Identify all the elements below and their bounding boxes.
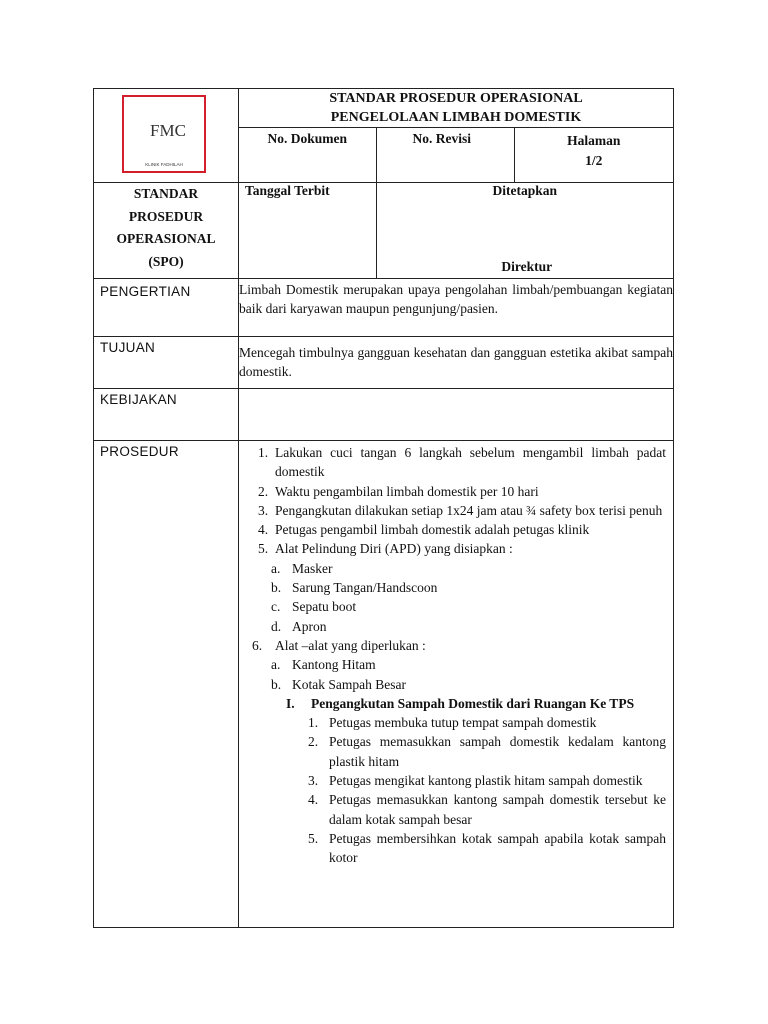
list-item-number: 4.	[258, 522, 269, 538]
list-item	[245, 559, 666, 578]
halaman-label: Halaman	[567, 133, 621, 148]
list-item	[245, 713, 666, 732]
tanggal-terbit-label: Tanggal Terbit	[245, 183, 330, 198]
no-revisi-label: No. Revisi	[376, 128, 514, 183]
list-item-number: 1.	[258, 445, 269, 460]
list-item	[245, 520, 666, 539]
title-line-2: PENGELOLAAN LIMBAH DOMESTIK	[330, 110, 582, 125]
list-item-letter: a.	[271, 560, 281, 576]
list-item-text: Petugas membuka tutup tempat sampah domestik	[329, 715, 597, 731]
list-item	[245, 539, 666, 558]
alat-list	[245, 655, 666, 694]
list-item-text: Petugas memasukkan kantong sampah domestik tersebut ke dalam kotak sampah besar	[329, 792, 666, 827]
halaman-value: 1/2	[585, 153, 603, 168]
list-item-text: Petugas memasukkan sampah domestik kedalam kantong plastik hitam	[329, 734, 666, 769]
list-item-text: Sarung Tangan/Handscoon	[292, 580, 438, 596]
spo-cell	[94, 183, 239, 279]
logo-cell	[94, 89, 239, 183]
list-item-text: Petugas mengikat kantong plastik hitam sampah domestik	[329, 773, 643, 789]
section-title: Pengangkutan Sampah Domestik dari Ruangan Ke TPS	[311, 695, 635, 711]
list-item	[245, 482, 666, 501]
header-cell	[239, 89, 674, 183]
list-item	[245, 829, 666, 868]
spo-line-3: OPERASIONAL	[116, 231, 216, 246]
list-item	[245, 655, 666, 674]
list-item-text: Petugas membersihkan kotak sampah apabila kotak sampah kotor	[329, 830, 666, 866]
spo-line-4: (SPO)	[148, 253, 184, 269]
list-item-text: Apron	[292, 618, 327, 634]
pengertian-text: Limbah Domestik merupakan upaya pengolahan limbah/pembuangan kegiatan baik dari karyawan maupun pengunjung/pasien.	[239, 279, 674, 337]
spo-line-2: PROSEDUR	[128, 208, 204, 224]
fmc-logo	[122, 95, 206, 173]
list-item-text: Pengangkutan dilakukan setiap 1x24 jam atau ¾ safety box terisi penuh	[275, 502, 663, 518]
tanggal-ditetapkan-row	[239, 183, 673, 278]
ditetapkan-cell	[376, 183, 673, 278]
list-item-number: 6.	[252, 637, 263, 653]
list-item-text: Alat Pelindung Diri (APD) yang disiapkan :	[275, 541, 513, 557]
prosedur-label: PROSEDUR	[94, 441, 239, 928]
kebijakan-label: KEBIJAKAN	[94, 389, 239, 441]
list-item-text: Waktu pengambilan limbah domestik per 10 hari	[275, 483, 539, 499]
list-item-text: Alat –alat yang diperlukan :	[275, 637, 426, 653]
kebijakan-text	[239, 389, 674, 441]
spo-document-table	[93, 88, 674, 928]
list-item-number: 5.	[258, 541, 269, 557]
prosedur-content	[239, 441, 674, 928]
list-item-number: 2.	[258, 483, 269, 499]
direktur-label: Direktur	[501, 259, 553, 274]
title-line-1: STANDAR PROSEDUR OPERASIONAL	[329, 91, 583, 106]
list-item-text: Sepatu boot	[292, 599, 357, 615]
list-item-number: 3.	[258, 502, 269, 518]
list-item	[245, 790, 666, 829]
list-item	[245, 443, 666, 482]
logo-subtext: KLINIK FADHILAH	[145, 162, 183, 167]
logo-text: FMC	[150, 121, 186, 140]
spo-line-1: STANDAR	[133, 186, 199, 201]
list-item	[245, 578, 666, 597]
no-dokumen-label: No. Dokumen	[267, 131, 347, 146]
ditetapkan-label: Ditetapkan	[492, 183, 557, 198]
list-item-number: 1.	[308, 715, 319, 731]
tanggal-ditetapkan-cell	[239, 183, 674, 279]
list-item-number: 5.	[308, 830, 319, 846]
list-item-text: Kantong Hitam	[292, 657, 376, 673]
list-item-number: 4.	[308, 792, 319, 808]
list-item-text: Masker	[292, 560, 333, 576]
list-item	[245, 501, 666, 520]
doc-info-row	[239, 127, 673, 182]
list-item-letter: b.	[271, 580, 282, 596]
list-item-letter: d.	[271, 618, 282, 634]
list-item	[245, 597, 666, 616]
list-item-letter: a.	[271, 657, 281, 673]
list-item	[245, 675, 666, 694]
section-i-steps	[245, 713, 666, 867]
prosedur-steps	[245, 443, 666, 559]
list-item-text: Petugas pengambil limbah domestik adalah petugas klinik	[275, 522, 590, 538]
list-item	[245, 617, 666, 636]
list-item	[245, 732, 666, 771]
document-title	[239, 89, 673, 127]
apd-list	[245, 559, 666, 636]
halaman-cell	[514, 128, 673, 183]
list-item-number: 3.	[308, 773, 319, 789]
tujuan-label: TUJUAN	[94, 337, 239, 389]
list-item	[245, 771, 666, 790]
pengertian-label: PENGERTIAN	[94, 279, 239, 337]
list-item-letter: c.	[271, 599, 281, 615]
section-heading	[245, 694, 666, 713]
tujuan-text: Mencegah timbulnya gangguan kesehatan dan gangguan estetika akibat sampah domestik.	[239, 337, 674, 389]
section-number: I.	[286, 695, 295, 711]
list-item	[245, 636, 666, 655]
list-item-number: 2.	[308, 734, 319, 750]
list-item-text: Kotak Sampah Besar	[292, 676, 406, 692]
list-item-text: Lakukan cuci tangan 6 langkah sebelum mengambil limbah padat domestik	[275, 445, 666, 480]
list-item-letter: b.	[271, 676, 282, 692]
